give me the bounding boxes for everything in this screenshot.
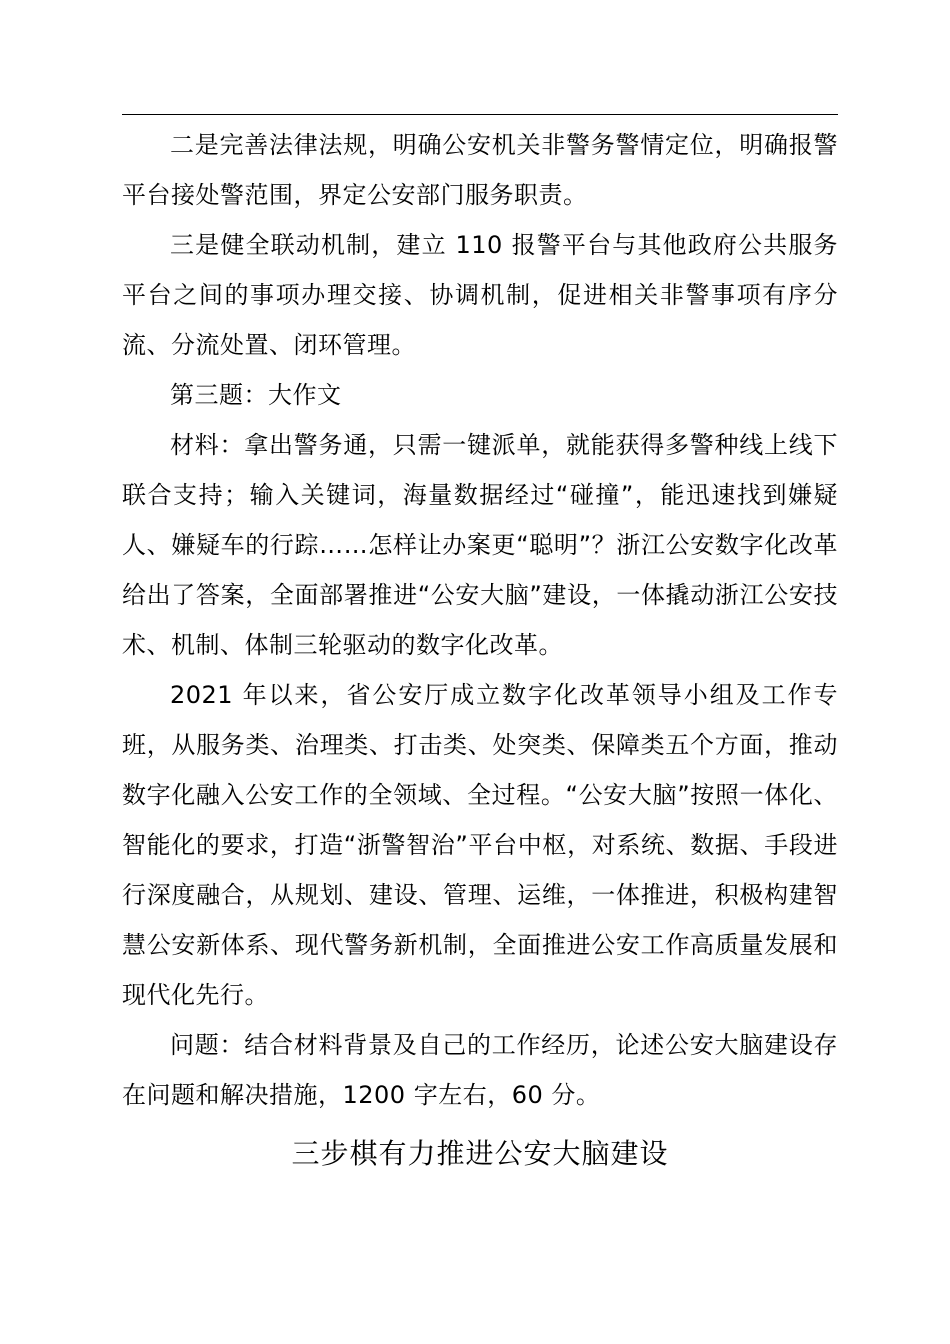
paragraph-measures-law: 二是完善法律法规，明确公安机关非警务警情定位，明确报警平台接处警范围，界定公安部门服务职责。	[122, 131, 838, 209]
document-body	[122, 120, 838, 1120]
paragraph-question: 问题：结合材料背景及自己的工作经历，论述公安大脑建设存在问题和解决措施，1200 字左右，60 分。	[122, 1031, 838, 1109]
header-rule	[122, 114, 838, 115]
question-heading: 第三题：大作文	[170, 381, 342, 409]
paragraph-material-2021: 2021 年以来，省公安厅成立数字化改革领导小组及工作专班，从服务类、治理类、打击类、处突类、保障类五个方面，推动数字化融入公安工作的全领域、全过程。“公安大脑”按照一体化、智能化的要求，打造“浙警智治”平台中枢，对系统、数据、手段进行深度融合，从规划、建设、管理、运维，一体推进，积极构建智慧公安新体系、现代警务新机制，全面推进公安工作高质量发展和现代化先行。	[122, 681, 838, 1009]
essay-title: 三步棋有力推进公安大脑建设	[291, 1137, 669, 1170]
paragraph-measures-linkage: 三是健全联动机制，建立 110 报警平台与其他政府公共服务平台之间的事项办理交接、协调机制，促进相关非警事项有序分流、分流处置、闭环管理。	[122, 231, 838, 359]
paragraph-material: 材料：拿出警务通，只需一键派单，就能获得多警种线上线下联合支持；输入关键词，海量数据经过“碰撞”，能迅速找到嫌疑人、嫌疑车的行踪……怎样让办案更“聪明”？浙江公安数字化改革给出了答案，全面部署推进“公安大脑”建设，一体撬动浙江公安技术、机制、体制三轮驱动的数字化改革。	[122, 431, 838, 659]
